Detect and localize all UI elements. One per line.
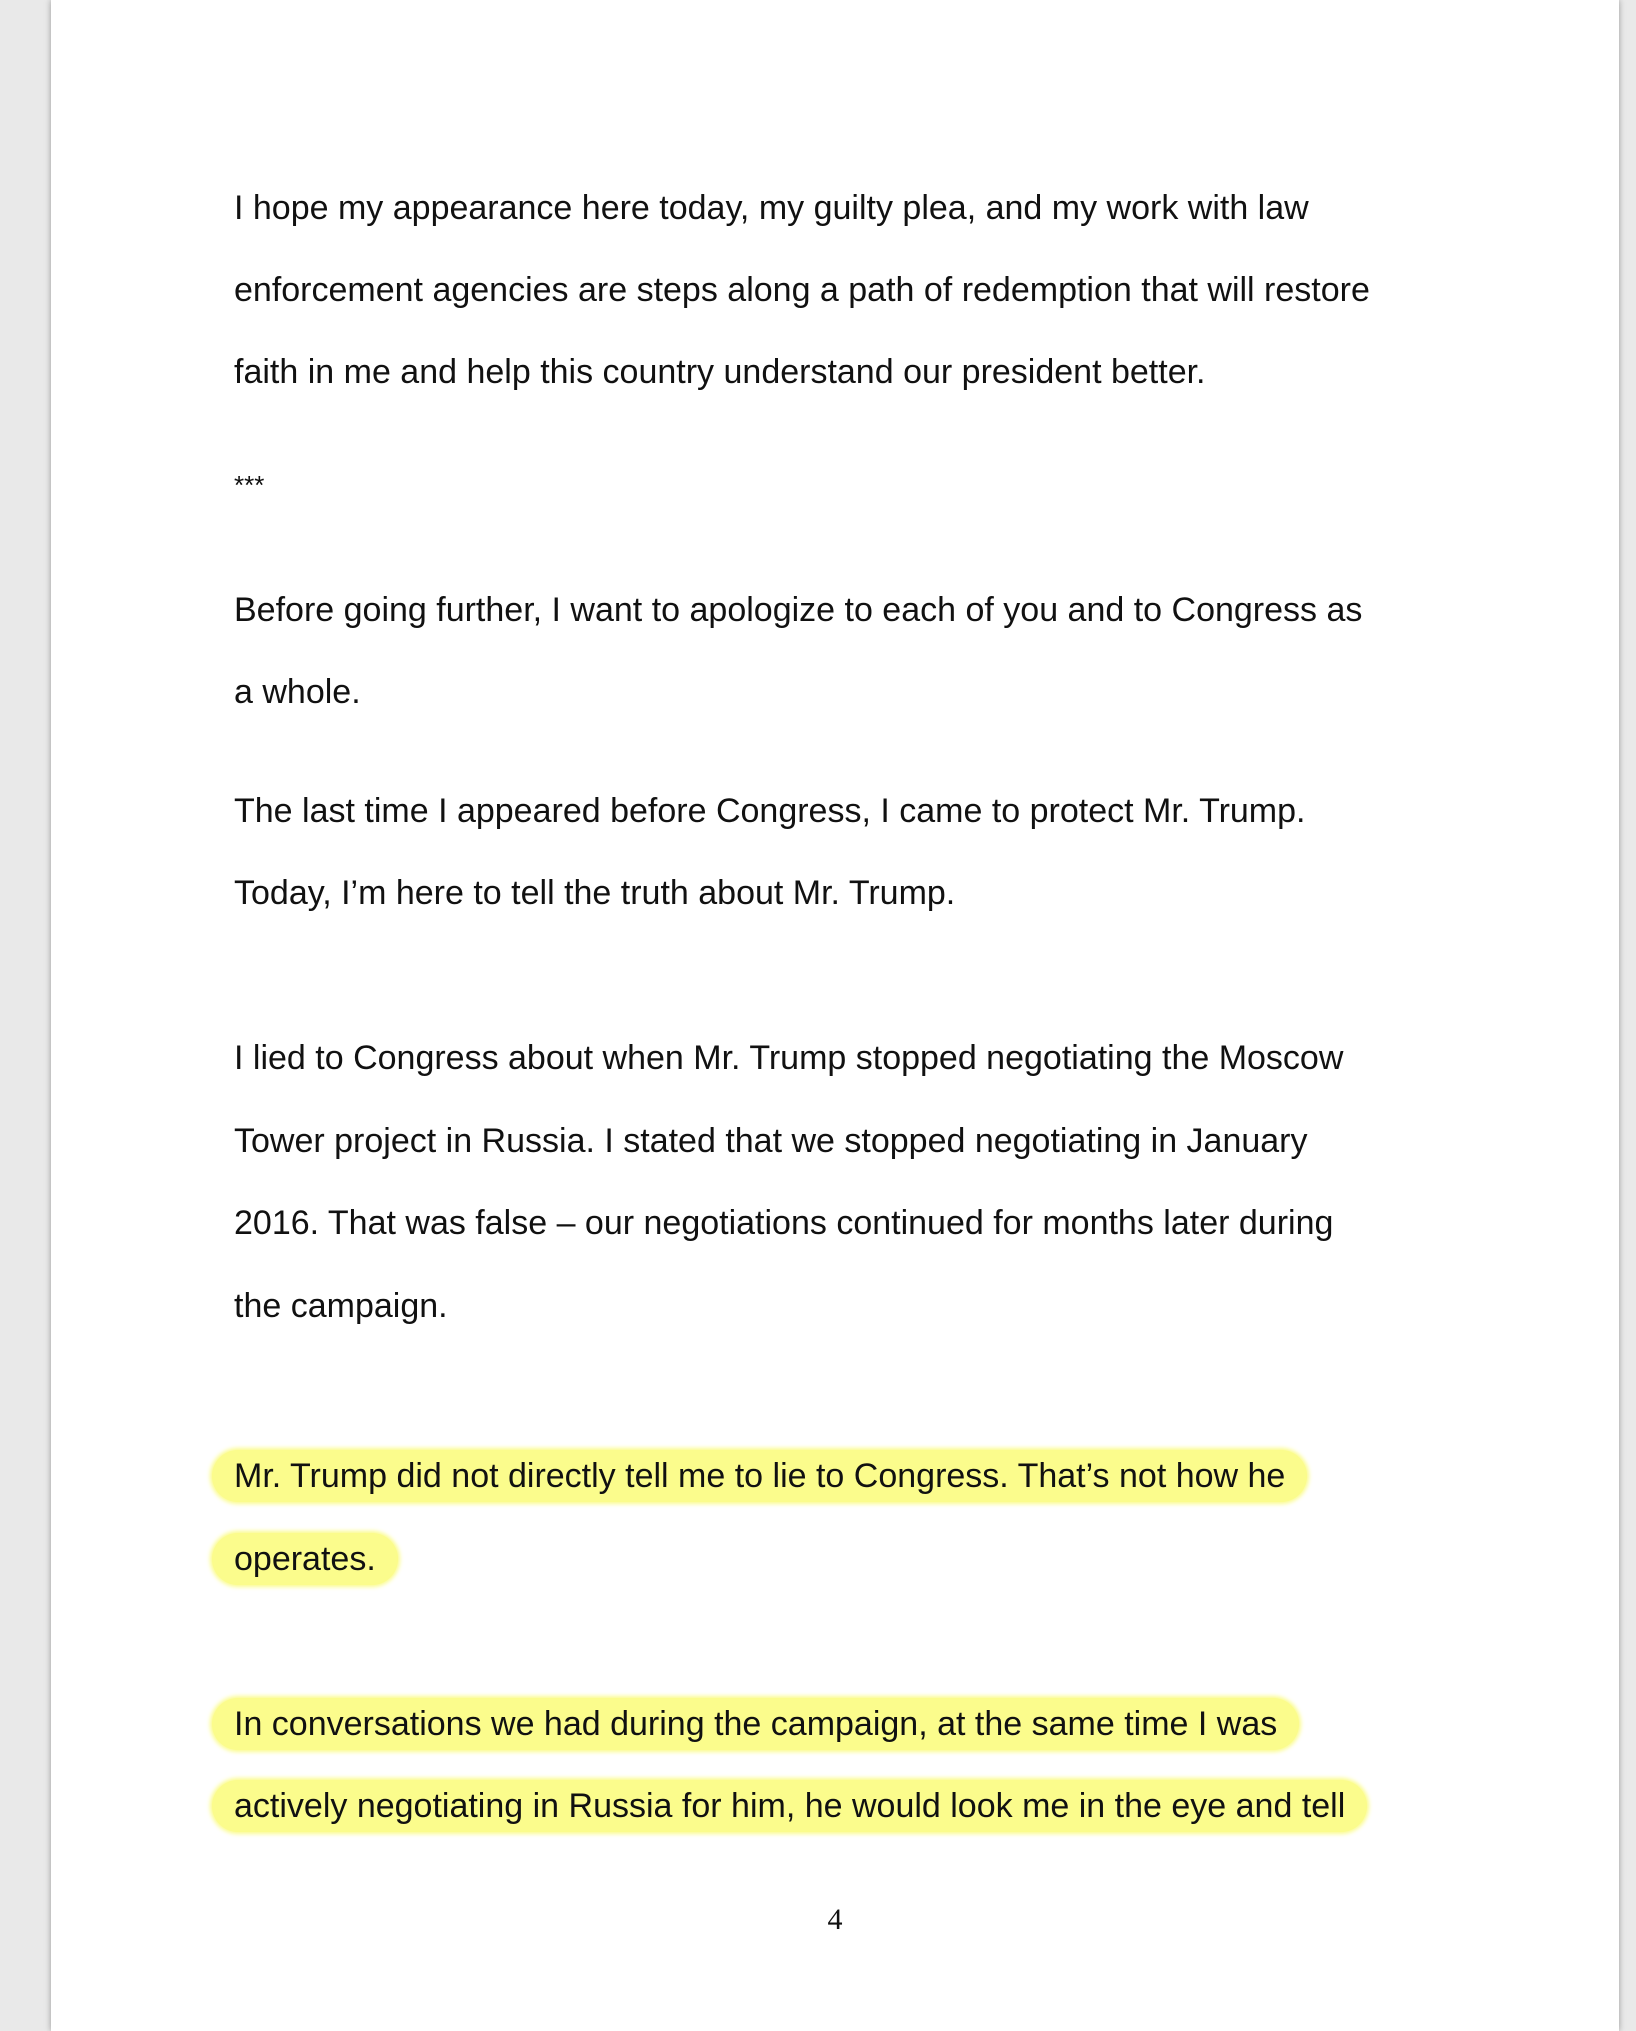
- highlighted-line: [234, 1780, 1367, 1832]
- document-page: [51, 0, 1619, 2031]
- text-line: Tower project in Russia. I stated that we stopped negotiating in January: [234, 1122, 1308, 1160]
- highlighted-line: [234, 1533, 398, 1585]
- text-line: a whole.: [234, 673, 361, 711]
- section-separator: ***: [234, 470, 265, 500]
- highlight-mark: actively negotiating in Russia for him, he would look me in the eye and tell: [212, 1780, 1367, 1832]
- text-line: The last time I appeared before Congress, I came to protect Mr. Trump.: [234, 792, 1306, 830]
- text-line: faith in me and help this country understand our president better.: [234, 353, 1206, 391]
- text-line: Today, I’m here to tell the truth about Mr. Trump.: [234, 874, 956, 912]
- text-line: the campaign.: [234, 1287, 448, 1325]
- highlight-mark: Mr. Trump did not directly tell me to lie to Congress. That’s not how he: [212, 1450, 1307, 1502]
- page-number: 4: [827, 1903, 843, 1936]
- highlighted-line: [234, 1698, 1299, 1750]
- text-line: I hope my appearance here today, my guilty plea, and my work with law: [234, 189, 1309, 227]
- text-line: enforcement agencies are steps along a path of redemption that will restore: [234, 271, 1370, 309]
- text-line: Before going further, I want to apologize to each of you and to Congress as: [234, 591, 1363, 629]
- text-line: I lied to Congress about when Mr. Trump stopped negotiating the Moscow: [234, 1039, 1344, 1077]
- highlighted-line: [234, 1450, 1307, 1502]
- highlight-mark: In conversations we had during the campaign, at the same time I was: [212, 1698, 1299, 1750]
- text-line: 2016. That was false – our negotiations continued for months later during: [234, 1204, 1334, 1242]
- highlight-mark: operates.: [212, 1533, 398, 1585]
